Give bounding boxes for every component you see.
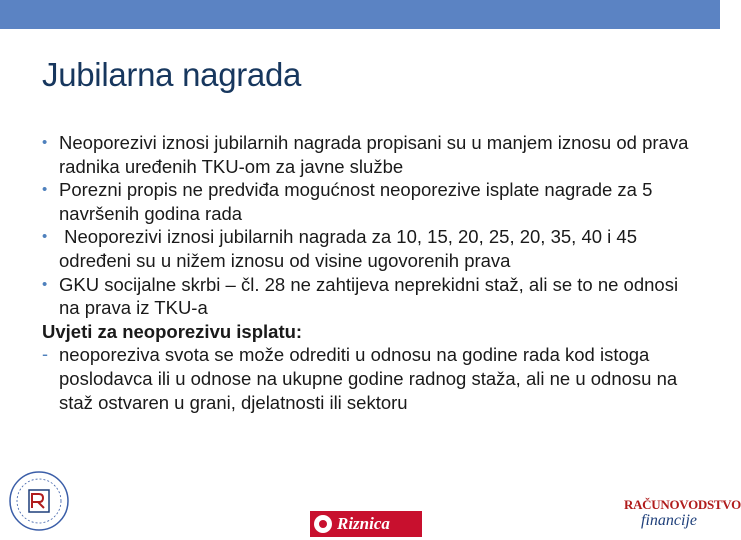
bullet-text: Neoporezivi iznosi jubilarnih nagrada za 10, 15, 20, 25, 20, 35, 40 i 45 određeni su u nižem iznosu od visine ugovorenih prava: [59, 226, 648, 271]
bullet-marker: •: [42, 181, 48, 199]
bullet-item: [42, 273, 692, 320]
institute-seal-logo: [8, 470, 70, 532]
bullet-item: [42, 225, 692, 272]
riznica-emblem-icon: [314, 515, 332, 533]
top-accent-bar: [0, 0, 720, 29]
conditions-heading: Uvjeti za neoporezivu isplatu:: [42, 320, 303, 342]
bullet-marker: •: [42, 228, 48, 246]
bullet-text: GKU socijalne skrbi – čl. 28 ne zahtijeva neprekidni staž, ali se to ne odnosi na prava iz TKU-a: [59, 273, 679, 319]
bullet-text: Porezni propis ne predviđa mogućnost neoporezive isplate nagrade za 5 navršenih godina rada: [59, 179, 653, 224]
slide-title: Jubilarna nagrada: [42, 56, 302, 93]
bullet-marker: •: [42, 134, 48, 151]
dash-marker: -: [42, 344, 48, 365]
racunovodstvo-logo: [624, 497, 741, 537]
riznica-wordmark: Riznica: [337, 514, 390, 533]
riznica-logo: [310, 511, 422, 537]
financije-wordmark: financije: [641, 512, 697, 529]
bullet-text: Neoporezivi iznosi jubilarnih nagrada propisani su u manjem iznosu od prava radnika uređenih TKU-om za javne službe: [59, 132, 689, 177]
slide-body: [42, 131, 692, 414]
racunovodstvo-wordmark: RAČUNOVODSTVO: [624, 497, 741, 512]
bullet-item: [42, 178, 692, 225]
dash-text: neoporeziva svota se može odrediti u odnosu na godine rada kod istoga poslodavca ili u odnose na ukupne godine radnog staža, ali ne u odnosu na staž ostvaren u grani, djelatnosti ili sektoru: [59, 344, 678, 413]
bullet-item: [42, 131, 692, 178]
dash-item: [42, 343, 692, 414]
bullet-marker: •: [42, 275, 48, 293]
